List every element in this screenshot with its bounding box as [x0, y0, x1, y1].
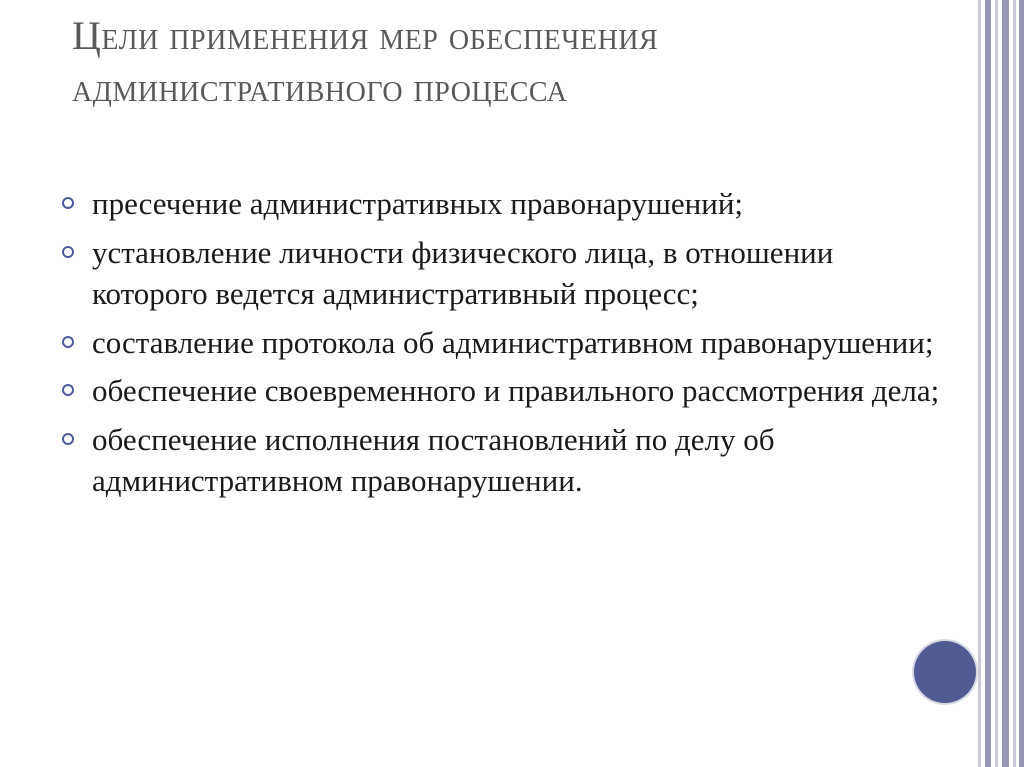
bullet-text: установление личности физического лица, в отношении которого ведется административный процесс;: [92, 234, 834, 311]
slide-title: [72, 10, 952, 114]
bullet-text: обеспечение своевременного и правильного рассмотрения дела;: [92, 373, 940, 408]
stripe-2: [985, 0, 991, 767]
decorative-edge-stripes: [978, 0, 1024, 767]
bullet-item: [62, 322, 942, 364]
stripe-3: [995, 0, 998, 767]
corner-circle-icon: [914, 641, 976, 703]
stripe-6: [1019, 0, 1024, 767]
circle-bullet-icon: [62, 336, 74, 348]
bullet-item: [62, 370, 942, 412]
bullet-text: составление протокола об административном правонарушении;: [92, 324, 934, 360]
stripe-4: [1002, 0, 1009, 767]
bullet-text: пресечение административных правонарушений;: [92, 186, 744, 221]
circle-bullet-icon: [62, 384, 74, 396]
slide-title-line: Цели применения мер обеспечения: [72, 13, 659, 58]
circle-bullet-icon: [62, 197, 74, 209]
stripe-1: [978, 0, 981, 767]
bullet-item: [62, 419, 942, 502]
bullet-item: [62, 232, 942, 315]
bullet-list: [62, 183, 942, 509]
circle-bullet-icon: [62, 433, 74, 445]
bullet-text: обеспечение исполнения постановлений по делу об административном правонарушении.: [92, 421, 775, 498]
slide-title-line: административного процесса: [72, 65, 568, 110]
circle-bullet-icon: [62, 246, 74, 258]
bullet-item: [62, 183, 942, 225]
stripe-5: [1013, 0, 1016, 767]
